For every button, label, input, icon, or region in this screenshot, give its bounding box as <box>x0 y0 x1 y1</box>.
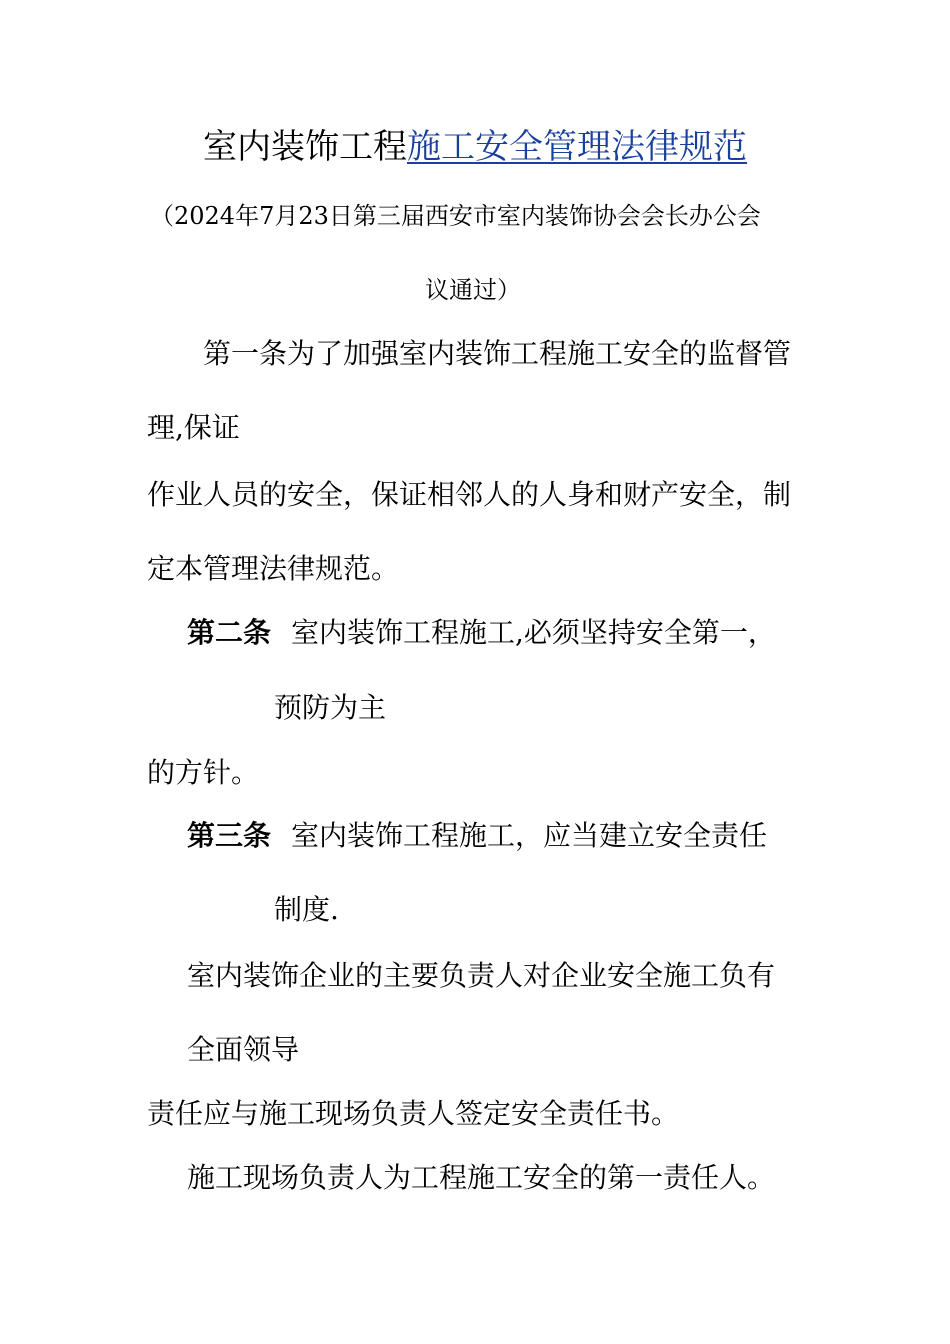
adoption-note-line-1: （2024年7月23日第三届西安市室内装饰协会会长办公会 <box>150 202 761 230</box>
title-text: 室内装饰工程 <box>203 127 407 167</box>
article-3-para-line-2: 全面领导 <box>187 1033 300 1066</box>
article-2-text: 室内装饰工程施工,必须坚持安全第一， <box>291 616 776 649</box>
adoption-note-line-2: 议通过） <box>425 276 521 304</box>
article-1-line-3: 作业人员的安全，保证相邻人的人身和财产安全，制 <box>147 478 792 511</box>
article-3-label: 第三条 <box>187 819 272 852</box>
article-2-label: 第二条 <box>187 616 272 649</box>
document-title <box>0 127 950 167</box>
title-link[interactable]: 施工安全管理法律规范 <box>407 127 747 167</box>
article-2-continuation-1: 预防为主 <box>274 691 387 724</box>
article-3-para-line-1: 室内装饰企业的主要负责人对企业安全施工负有 <box>187 959 776 992</box>
article-2 <box>187 616 776 649</box>
article-3-para-line-4: 施工现场负责人为工程施工安全的第一责任人。 <box>187 1161 776 1194</box>
article-2-continuation-2: 的方针。 <box>147 756 260 789</box>
article-1-line-2: 理,保证 <box>147 411 240 444</box>
article-1-line-4: 定本管理法律规范。 <box>147 552 400 585</box>
article-3-continuation-1: 制度. <box>274 893 339 926</box>
article-3-text: 室内装饰工程施工，应当建立安全责任 <box>291 819 768 852</box>
article-3 <box>187 819 768 852</box>
article-1-line-1: 第一条为了加强室内装饰工程施工安全的监督管 <box>203 337 792 370</box>
article-3-para-line-3: 责任应与施工现场负责人签定安全责任书。 <box>147 1097 680 1130</box>
